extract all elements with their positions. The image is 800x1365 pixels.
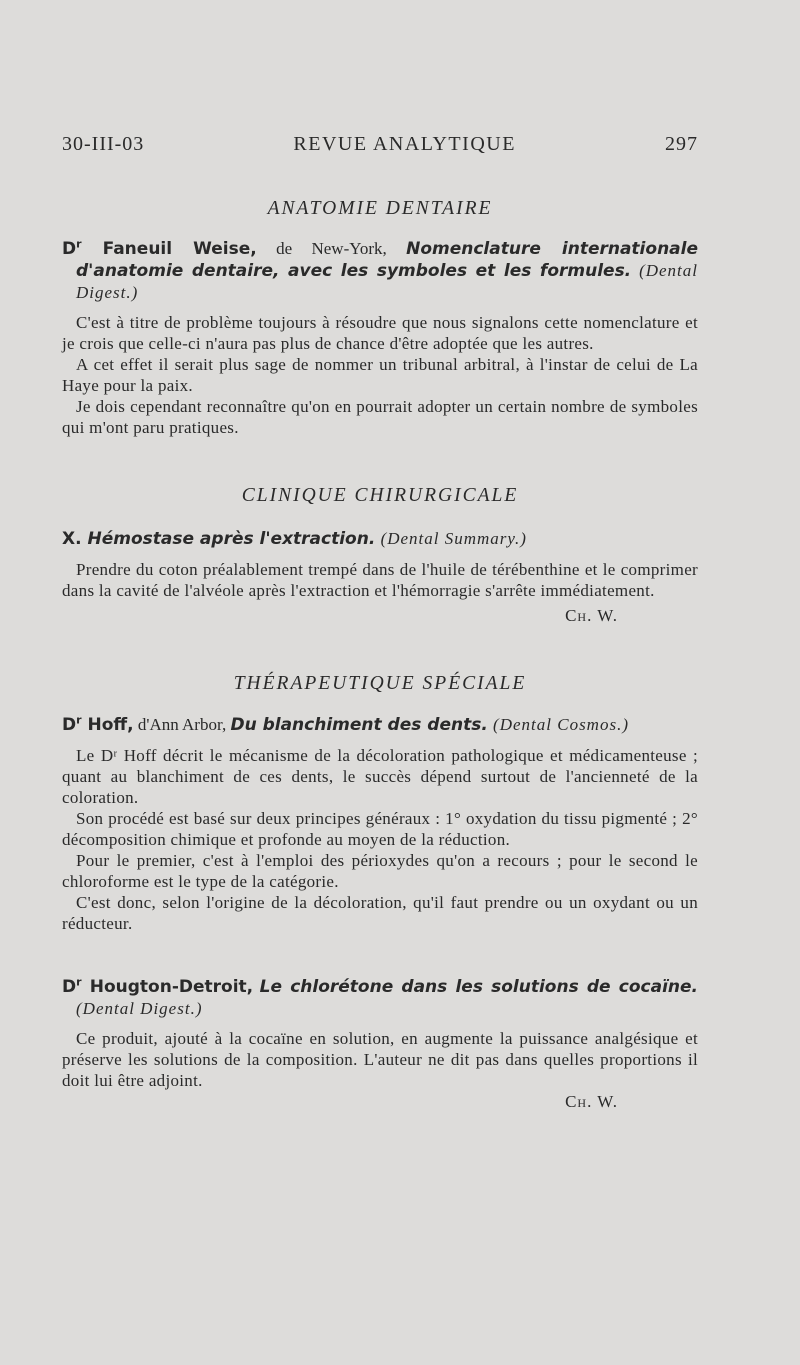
author-name: $D^r$ Faneuil Weise, [62, 237, 257, 259]
paragraph: C'est à titre de problème toujours à résoudre que nous signalons cette nomenclature et je crois que celle-ci n'aura pas plus de chance d'être adoptée que les autres. [62, 313, 698, 353]
article-work-title: Le chlorétone dans les solutions de cocaïne. [259, 977, 698, 997]
article-heading [62, 238, 698, 303]
article-hoff [62, 714, 698, 934]
running-header [62, 133, 698, 156]
section-title-therapeutique: THÉRAPEUTIQUE SPÉCIALE [233, 673, 527, 694]
article-work-title: Nomenclature internationale d'anatomie dentaire, avec les symboles et les formules. [76, 239, 698, 281]
article-source: (Dental Summary.) [375, 529, 527, 548]
section-title-clinique: CLINIQUE CHIRURGICALE [241, 485, 519, 506]
author-origin: de New-York, [256, 239, 407, 258]
paragraph: Prendre du coton préalablement trempé dans de l'huile de térébenthine et le comprimer dans la cavité de l'alvéole après l'extraction et l'hémorragie s'arrête immédiatement. [62, 560, 698, 600]
paragraph: Ce produit, ajouté à la cocaïne en solution, en augmente la puissance analgésique et préserve les solutions de la composition. L'auteur ne dit pas dans quelles proportions il doit lui être adjoint. [62, 1029, 698, 1090]
article-heading [62, 528, 698, 550]
paragraph: Son procédé est basé sur deux principes généraux : 1° oxydation du tissu pigmenté ; 2° décomposition chimique et profonde au moyen de la réduction. [62, 809, 698, 849]
article-work-title: Du blanchiment des dents. [230, 715, 488, 735]
paragraph: A cet effet il serait plus sage de nommer un tribunal arbitral, à l'instar de celui de La Haye pour la paix. [62, 355, 698, 395]
author-name: $D^r$ Hoff, [62, 713, 134, 735]
author-name: X. [62, 529, 82, 549]
article-heading [62, 976, 698, 1019]
author-name: $D^r$ Hougton-Detroit, [62, 975, 254, 997]
signature: Ch. W. [565, 606, 618, 625]
header-date: 30-III-03 [62, 133, 145, 155]
paragraph: Pour le premier, c'est à l'emploi des périoxydes qu'on a recours ; pour le second le chloroforme est le type de la catégorie. [62, 851, 698, 891]
author-origin: d'Ann Arbor, [133, 715, 231, 734]
article-heading [62, 714, 698, 736]
article-source: (Dental Cosmos.) [487, 715, 629, 734]
paragraph: C'est donc, selon l'origine de la décoloration, qu'il faut prendre ou un oxydant ou un réducteur. [62, 893, 698, 933]
paragraph: Le Dʳ Hoff décrit le mécanisme de la décoloration pathologique et médicamenteuse ; quant au blanchiment de ces dents, le succès dépend surtout de l'ancienneté de la coloration. [62, 746, 698, 807]
article-source: (Dental Digest.) [76, 261, 698, 302]
article-weise [62, 238, 698, 438]
signature: Ch. W. [565, 1092, 618, 1111]
header-title: REVUE ANALYTIQUE [293, 133, 516, 155]
article-work-title: Hémostase après l'extraction. [81, 529, 376, 549]
section-title-anatomie: ANATOMIE DENTAIRE [267, 198, 493, 219]
paragraph: Je dois cependant reconnaître qu'on en pourrait adopter un certain nombre de symboles qui m'ont paru pratiques. [62, 397, 698, 437]
article-hougton [62, 976, 698, 1112]
article-hemostase [62, 528, 698, 626]
article-source: (Dental Digest.) [76, 999, 203, 1018]
page-number: 297 [665, 133, 698, 155]
